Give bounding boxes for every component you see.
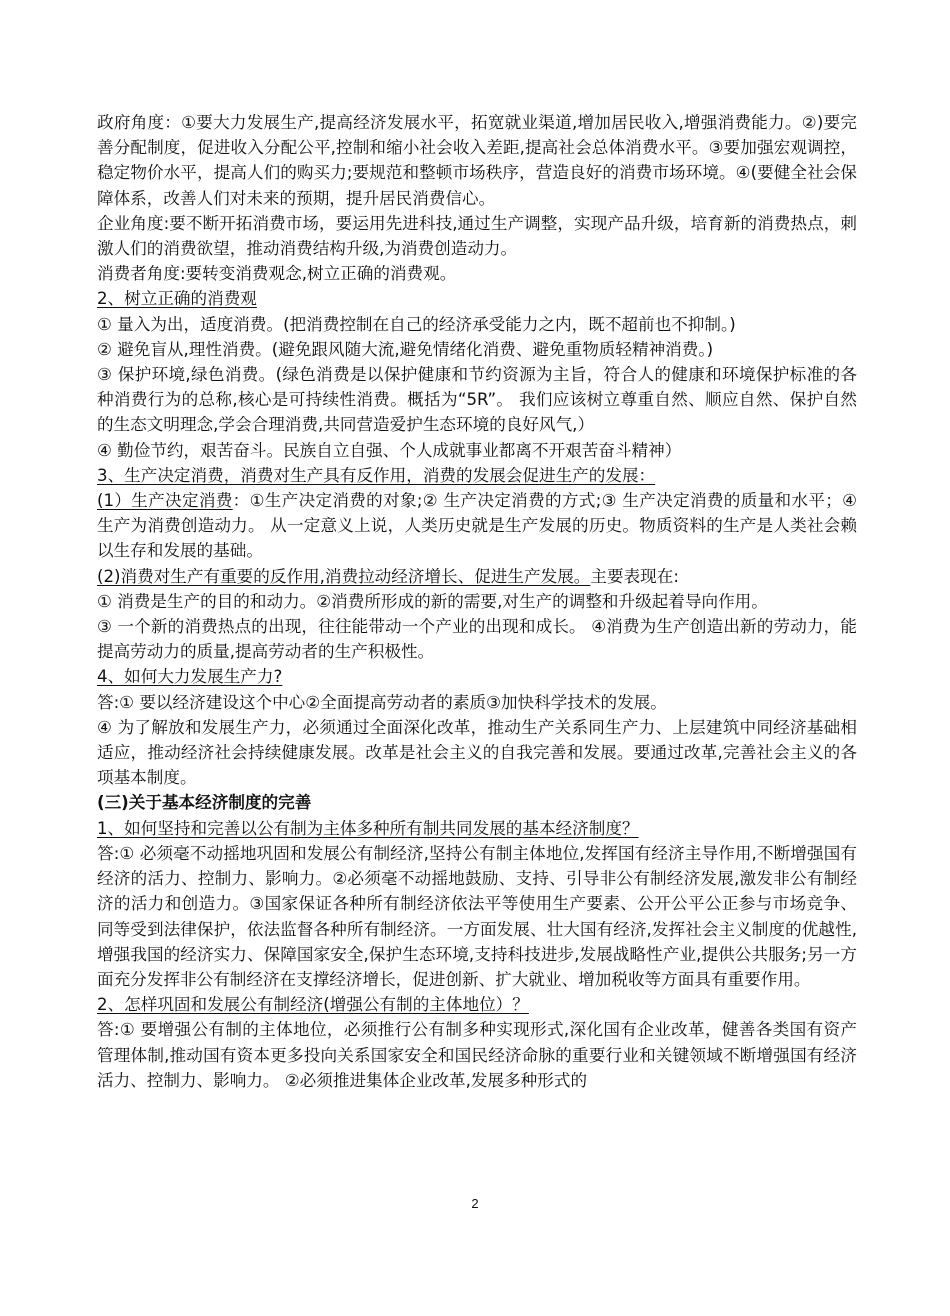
body-paragraph xyxy=(97,337,857,362)
body-paragraph xyxy=(97,110,857,211)
page-number: 2 xyxy=(471,1196,479,1211)
paragraph-text: 企业角度:要不断开拓消费市场，要运用先进科技,通过生产调整，实现产品升级，培育新的消费热点，刺激人们的消费欲望，推动消费结构升级,为消费创造动力。 xyxy=(97,213,857,259)
document-body xyxy=(97,110,857,1093)
body-paragraph xyxy=(97,614,857,664)
paragraph-text: 答:① 要以经济建设这个中心②全面提高劳动者的素质③加快科学技术的发展。 xyxy=(97,692,667,712)
body-paragraph xyxy=(97,589,857,614)
question-heading xyxy=(97,286,857,311)
body-paragraph xyxy=(97,312,857,337)
body-paragraph xyxy=(97,564,857,589)
paragraph-text: 2、怎样巩固和发展公有制经济(增强公有制的主体地位）？ xyxy=(97,995,529,1015)
underlined-phrase: (1）生产决定消费 xyxy=(97,491,233,511)
question-heading xyxy=(97,664,857,689)
paragraph-text: ① 消费是生产的目的和动力。②消费所形成的新的需要,对生产的调整和升级起着导向作用。 xyxy=(97,591,768,611)
paragraph-text: 答:① 必须毫不动摇地巩固和发展公有制经济,坚持公有制主体地位,发挥国有经济主导作用,不断增强国有经济的活力、控制力、影响力。②必须毫不动摇地鼓励、支持、引导非公有制经济发展,激发非公有制经济的活力和创造力。③国家保证各种所有制经济依法平等使用生产要素、公开公平公正参与市场竞争、同等受到法律保护，依法监督各种所有制经济。一方面发展、壮大国有经济,发挥社会主义制度的优越性,增强我国的经济实力、保障国家安全,保护生态环境,支持科技进步,发展战略性产业,提供公共服务;另一方面充分发挥非公有制经济在支撑经济增长，促进创新、扩大就业、增加税收等方面具有重要作用。 xyxy=(97,843,857,989)
paragraph-text: 1、如何坚持和完善以公有制为主体多种所有制共同发展的基本经济制度？ xyxy=(97,818,639,838)
paragraph-text: 答:① 要增强公有制的主体地位，必须推行公有制多种实现形式,深化国有企业改革，健善各类国有资产管理体制,推动国有资本更多投向关系国家安全和国民经济命脉的重要行业和关键领域不断增强国有经济活力、控制力、影响力。 ②必须推进集体企业改革,发展多种形式的 xyxy=(97,1020,857,1090)
paragraph-text: ：①生产决定消费的对象;② 生产决定消费的方式;③ 生产决定消费的质量和水平；④生产为消费创造动力。 从一定意义上说，人类历史就是生产发展的历史。物质资料的生产是人类社会赖以生存和发展的基础。 xyxy=(97,491,858,561)
body-paragraph xyxy=(97,488,857,564)
body-paragraph xyxy=(97,1017,857,1093)
body-paragraph xyxy=(97,841,857,992)
paragraph-text: (三)关于基本经济制度的完善 xyxy=(97,793,312,813)
paragraph-text: 2、树立正确的消费观 xyxy=(97,289,257,309)
body-paragraph xyxy=(97,261,857,286)
paragraph-text: 主要表现在: xyxy=(590,566,679,586)
paragraph-text: ② 避免盲从,理性消费。(避免跟风随大流,避免情绪化消费、避免重物质轻精神消费。) xyxy=(97,339,714,359)
body-paragraph xyxy=(97,690,857,715)
paragraph-text: ④ 勤俭节约，艰苦奋斗。民族自立自强、个人成就事业都离不开艰苦奋斗精神） xyxy=(97,440,682,460)
underlined-phrase: (2)消费对生产有重要的反作用,消费拉动经济增长、促进生产发展。 xyxy=(97,566,591,586)
paragraph-text: ④ 为了解放和发展生产力，必须通过全面深化改革，推动生产关系同生产力、上层建筑中同经济基础相适应，推动经济社会持续健康发展。改革是社会主义的自我完善和发展。要通过改革,完善社会主义的各项基本制度。 xyxy=(97,717,857,788)
paragraph-text: 政府角度：①要大力发展生产,提高经济发展水平，拓宽就业渠道,增加居民收入,增强消费能力。②)要完善分配制度，促进收入分配公平,控制和缩小社会收入差距,提高社会总体消费水平。③要加强宏观调控，稳定物价水平，提高人们的购买力;要规范和整顿市场秩序，营造良好的消费市场环境。④(要健全社会保障体系，改善人们对未来的预期，提升居民消费信心。 xyxy=(97,113,857,208)
body-paragraph xyxy=(97,211,857,261)
paragraph-text: ③ 一个新的消费热点的出现，往往能带动一个产业的出现和成长。 ④消费为生产创造出新的劳动力，能提高劳动力的质量,提高劳动者的生产积极性。 xyxy=(97,617,857,662)
question-heading xyxy=(97,463,857,488)
paragraph-text: ① 量入为出，适度消费。(把消费控制在自己的经济承受能力之内，既不超前也不抑制。) xyxy=(97,314,736,334)
paragraph-text: 4、如何大力发展生产力? xyxy=(97,667,283,687)
paragraph-text: ③ 保护环境,绿色消费。(绿色消费是以保护健康和节约资源为主旨，符合人的健康和环境保护标准的各种消费行为的总称,核心是可持续性消费。概括为“5R”。 我们应该树立尊重自然、顺应自然、保护自然的生态文明理念,学会合理消费,共同营造爱护生态环境的良好风气,） xyxy=(97,365,857,435)
paragraph-text: 消费者角度:要转变消费观念,树立正确的消费观。 xyxy=(97,264,457,284)
body-paragraph xyxy=(97,362,857,438)
question-heading xyxy=(97,992,857,1017)
section-heading xyxy=(97,790,857,815)
question-heading xyxy=(97,816,857,841)
paragraph-text: 3、生产决定消费，消费对生产具有反作用，消费的发展会促进生产的发展： xyxy=(97,465,656,485)
body-paragraph xyxy=(97,438,857,463)
body-paragraph xyxy=(97,715,857,791)
